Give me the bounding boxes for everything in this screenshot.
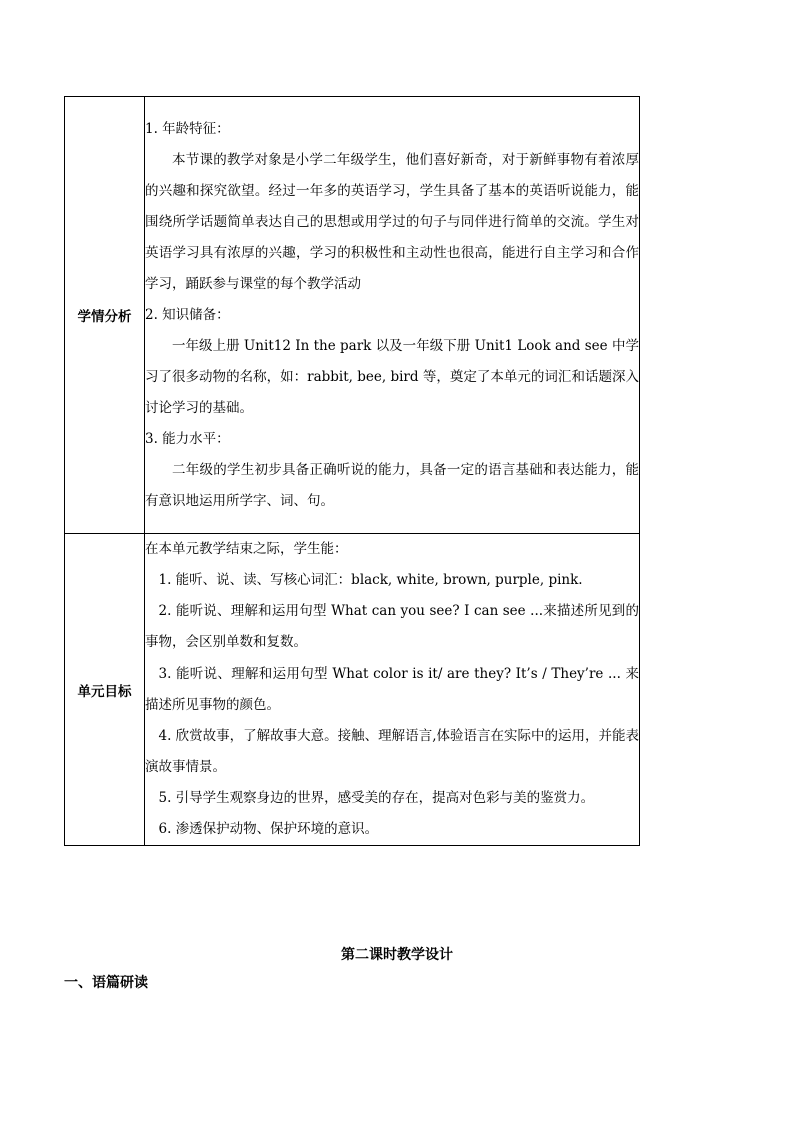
unit-goals-content bbox=[145, 534, 640, 846]
paragraph-ability: 二年级的学生初步具备正确听说的能力，具备一定的语言基础和表达能力，能有意识地运用所学字、词、句。 bbox=[145, 461, 639, 509]
goal-item-5: 5. 引导学生观察身边的世界，感受美的存在，提高对色彩与美的鉴赏力。 bbox=[158, 790, 595, 806]
goal-item-1: 1. 能听、说、读、写核心词汇：black, white, brown, purple, pink. bbox=[158, 572, 583, 588]
table-row bbox=[65, 534, 640, 846]
row-label-learning-analysis: 学情分析 bbox=[65, 97, 145, 534]
subheading-knowledge: 2. 知识储备： bbox=[145, 306, 230, 323]
paragraph-knowledge: 一年级上册 Unit12 In the park 以及一年级下册 Unit1 Look and see 中学习了很多动物的名称，如：rabbit, bee, bird 等，奠定了本单元的词汇和话题深入讨论学习的基础。 bbox=[145, 337, 639, 416]
paragraph-age: 本节课的教学对象是小学二年级学生，他们喜好新奇，对于新鲜事物有着浓厚的兴趣和探究欲望。经过一年多的英语学习，学生具备了基本的英语听说能力，能围绕所学话题简单表达自己的思想或用学过的句子与同伴进行简单的交流。学生对英语学习具有浓厚的兴趣，学习的积极性和主动性也很高，能进行自主学习和合作学习，踊跃参与课堂的每个教学活动 bbox=[145, 151, 639, 292]
goal-item-3: 3. 能听说、理解和运用句型 What color is it/ are they? It’s / They’re ... 来描述所见事物的颜色。 bbox=[145, 666, 639, 713]
goals-intro: 在本单元教学结束之际，学生能： bbox=[145, 541, 348, 557]
table-row bbox=[65, 97, 640, 534]
goal-item-6: 6. 渗透保护动物、保护环境的意识。 bbox=[158, 821, 379, 837]
lesson-title: 第二课时教学设计 bbox=[341, 947, 453, 963]
subheading-age: 1. 年龄特征： bbox=[145, 120, 230, 137]
row-label-unit-goals: 单元目标 bbox=[65, 534, 145, 846]
learning-analysis-content bbox=[145, 97, 640, 534]
goal-item-2: 2. 能听说、理解和运用句型 What can you see? I can see ...来描述所见到的事物，会区别单数和复数。 bbox=[145, 603, 639, 650]
info-table bbox=[64, 96, 640, 846]
goal-item-4: 4. 欣赏故事，了解故事大意。接触、理解语言,体验语言在实际中的运用，并能表演故事情景。 bbox=[145, 728, 639, 775]
subheading-ability: 3. 能力水平： bbox=[145, 430, 230, 447]
section-heading: 一、语篇研读 bbox=[64, 975, 148, 991]
